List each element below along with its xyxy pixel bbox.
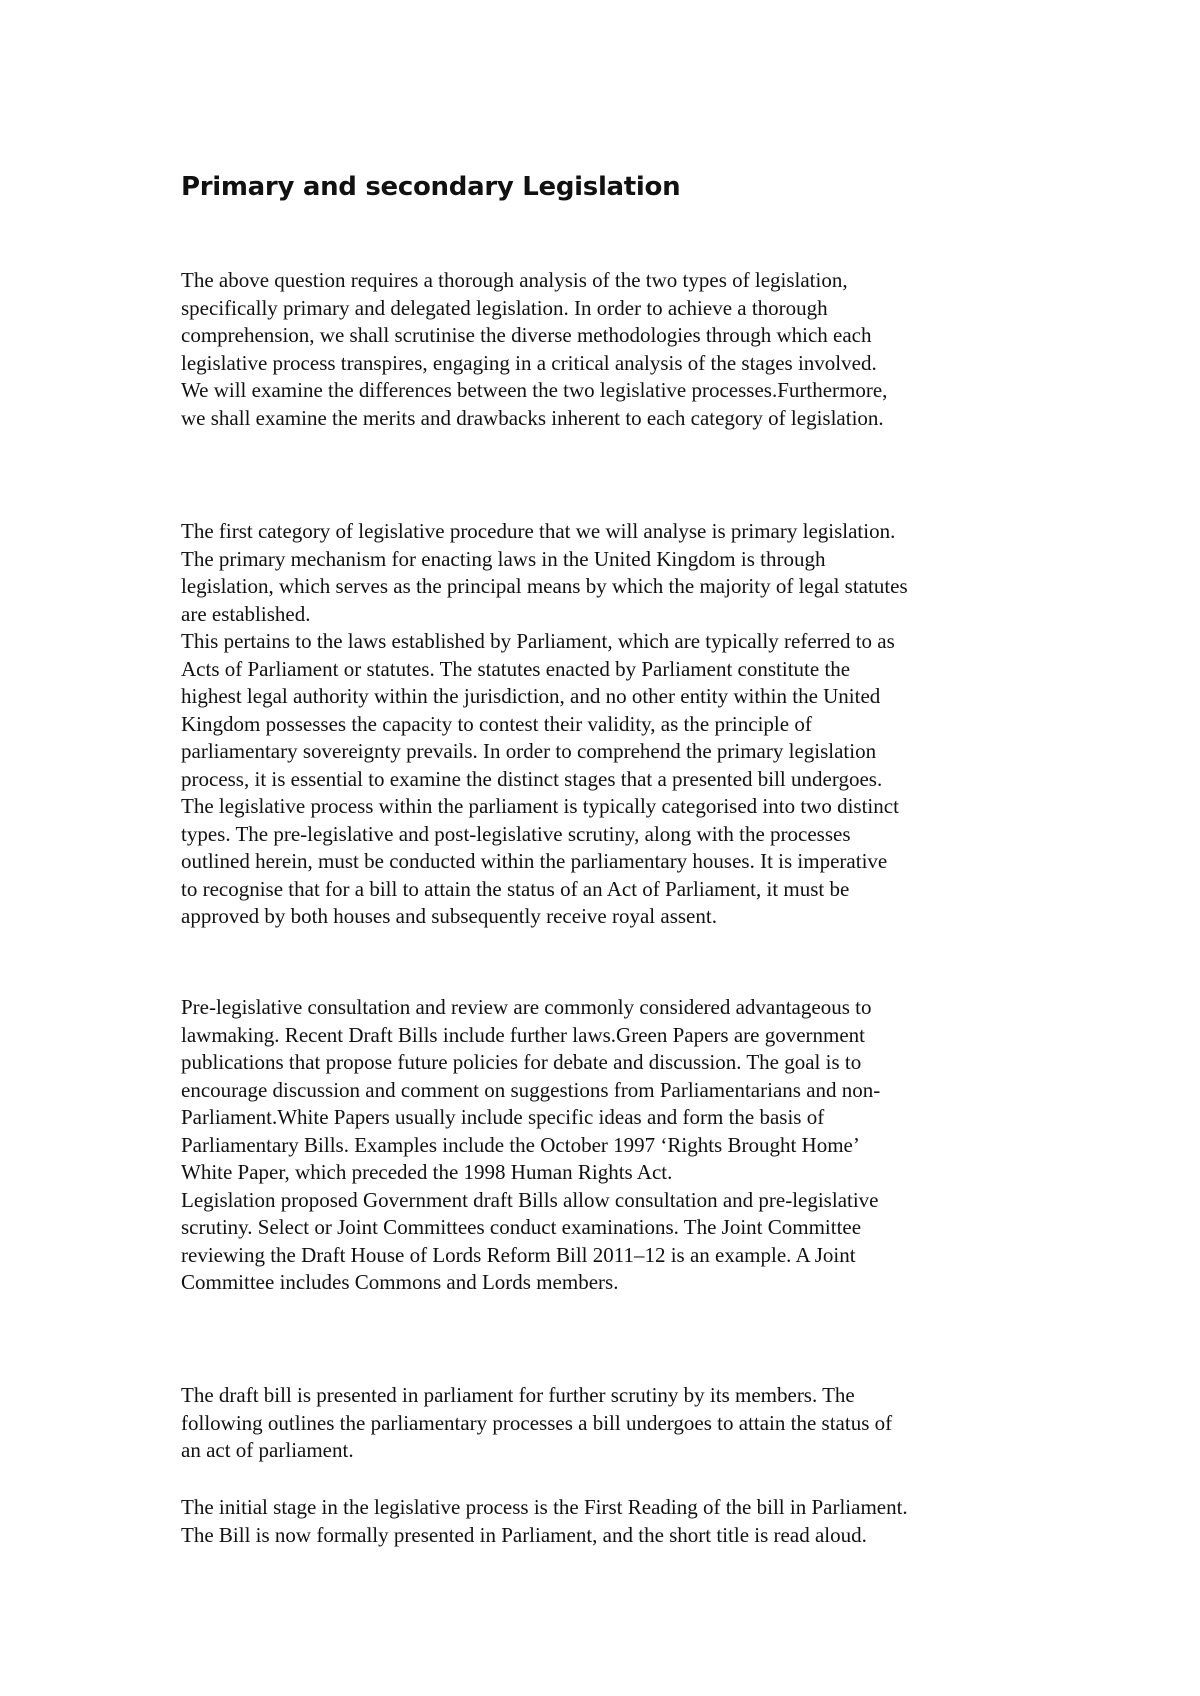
text-line: types. The pre-legislative and post-legislative scrutiny, along with the processes [181, 821, 851, 846]
text-line: The primary mechanism for enacting laws in the United Kingdom is through [181, 546, 826, 571]
text-line: This pertains to the laws established by Parliament, which are typically referred to as [181, 629, 895, 653]
text-line: The draft bill is presented in parliament for further scrutiny by its members. The [181, 1383, 855, 1407]
text-line: an act of parliament. [181, 1438, 354, 1462]
paragraph-primary-legislation [181, 518, 908, 931]
text-line: The initial stage in the legislative process is the First Reading of the bill in Parliament. [181, 1495, 908, 1519]
text-line: publications that propose future policies for debate and discussion. The goal is to [181, 1050, 862, 1074]
text-line: process, it is essential to examine the distinct stages that a presented bill undergoes. [181, 766, 883, 791]
text-line: scrutiny. Select or Joint Committees conduct examinations. The Joint Committee [181, 1215, 862, 1239]
text-line: are established. [181, 601, 311, 626]
text-line: Parliamentary Bills. Examples include the October 1997 ‘Rights Brought Home’ [181, 1132, 860, 1157]
text-line: The above question requires a thorough analysis of the two types of legislation, [181, 268, 848, 292]
text-line: We will examine the differences between the two legislative processes.Furthermore, [181, 378, 888, 402]
text-line: The legislative process within the parliament is typically categorised into two distinct [181, 794, 899, 818]
text-line: to recognise that for a bill to attain the status of an Act of Parliament, it must be [181, 876, 850, 901]
text-line: The first category of legislative procedure that we will analyse is primary legislation. [181, 519, 896, 543]
text-line: lawmaking. Recent Draft Bills include further laws.Green Papers are government [181, 1022, 866, 1047]
text-line: parliamentary sovereignty prevails. In order to comprehend the primary legislation [181, 739, 877, 763]
paragraph-introduction [181, 267, 887, 432]
text-line: reviewing the Draft House of Lords Reform Bill 2011–12 is an example. A Joint [181, 1242, 856, 1267]
text-line: White Paper, which preceded the 1998 Human Rights Act. [181, 1160, 673, 1184]
paragraph-pre-legislative-consultation [181, 994, 880, 1297]
text-line: encourage discussion and comment on suggestions from Parliamentarians and non- [181, 1077, 881, 1102]
text-line: we shall examine the merits and drawbacks inherent to each category of legislation. [181, 405, 884, 430]
text-line: Kingdom possesses the capacity to contest their validity, as the principle of [181, 711, 812, 736]
document-title: Primary and secondary Legislation [181, 172, 681, 202]
text-line: comprehension, we shall scrutinise the diverse methodologies through which each [181, 323, 872, 347]
text-line: Parliament.White Papers usually include specific ideas and form the basis of [181, 1105, 825, 1129]
text-line: legislative process transpires, engaging in a critical analysis of the stages involved. [181, 350, 877, 375]
text-line: highest legal authority within the jurisdiction, and no other entity within the United [181, 684, 881, 708]
text-line: specifically primary and delegated legislation. In order to achieve a thorough [181, 295, 828, 320]
text-line: Acts of Parliament or statutes. The statutes enacted by Parliament constitute the [181, 656, 851, 681]
text-line: Legislation proposed Government draft Bills allow consultation and pre-legislative [181, 1187, 879, 1212]
paragraph-first-reading [181, 1494, 908, 1549]
paragraph-draft-bill [181, 1382, 892, 1465]
text-line: approved by both houses and subsequently receive royal assent. [181, 904, 717, 928]
text-line: Committee includes Commons and Lords members. [181, 1270, 619, 1294]
text-line: outlined herein, must be conducted within the parliamentary houses. It is imperative [181, 849, 888, 873]
text-line: Pre-legislative consultation and review are commonly considered advantageous to [181, 995, 872, 1019]
text-line: following outlines the parliamentary processes a bill undergoes to attain the status of [181, 1410, 893, 1435]
text-line: The Bill is now formally presented in Parliament, and the short title is read aloud. [181, 1522, 867, 1547]
text-line: legislation, which serves as the principal means by which the majority of legal statutes [181, 574, 908, 598]
